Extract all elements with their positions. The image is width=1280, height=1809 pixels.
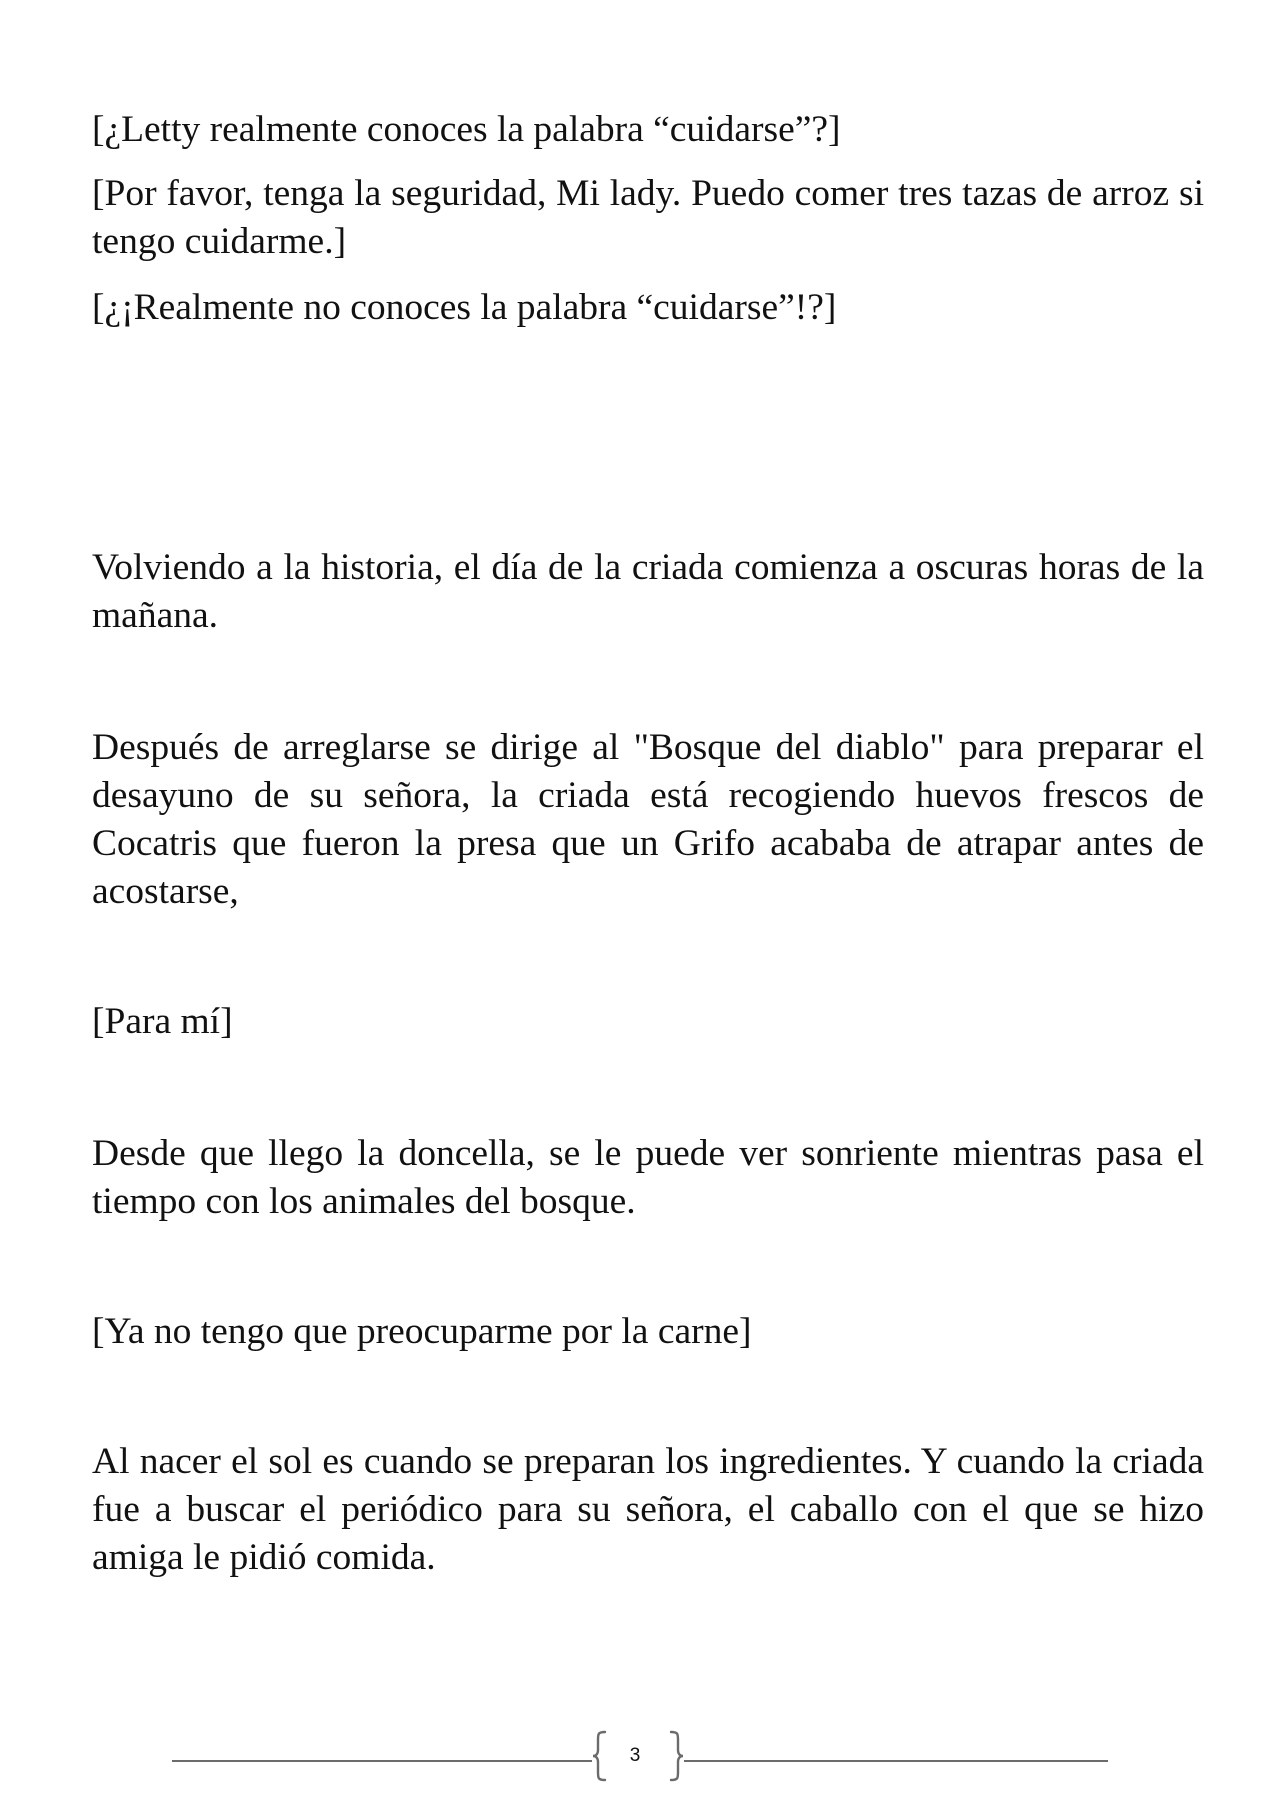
page-footer — [172, 1730, 1108, 1790]
page-number: 3 — [629, 1745, 641, 1766]
paragraph-2: [Por favor, tenga la seguridad, Mi lady. Puedo comer tres tazas de arroz si tengo cuidarme.] — [92, 173, 1204, 262]
paragraph-4: Volviendo a la historia, el día de la criada comienza a oscuras horas de la mañana. — [92, 547, 1204, 636]
paragraph-8: [Ya no tengo que preocuparme por la carne] — [92, 1311, 752, 1352]
paragraph-6: [Para mí] — [92, 1001, 233, 1042]
paragraph-1: [¿Letty realmente conoces la palabra “cuidarse”?] — [92, 109, 841, 150]
paragraph-9: Al nacer el sol es cuando se preparan los ingredientes. Y cuando la criada fue a buscar el periódico para su señora, el caballo con el que se hizo amiga le pidió comida. — [92, 1441, 1204, 1578]
paragraph-3: [¿¡Realmente no conoces la palabra “cuidarse”!?] — [92, 287, 837, 328]
right-brace-icon — [668, 1730, 686, 1782]
paragraph-7: Desde que llego la doncella, se le puede ver sonriente mientras pasa el tiempo con los animales del bosque. — [92, 1133, 1204, 1222]
footer-rule-right — [684, 1760, 1108, 1762]
paragraph-5: Después de arreglarse se dirige al "Bosque del diablo" para preparar el desayuno de su señora, la criada está recogiendo huevos frescos de Cocatris que fueron la presa que un Grifo acababa de atrapar antes de acostarse, — [92, 727, 1204, 912]
footer-rule-left — [172, 1760, 592, 1762]
